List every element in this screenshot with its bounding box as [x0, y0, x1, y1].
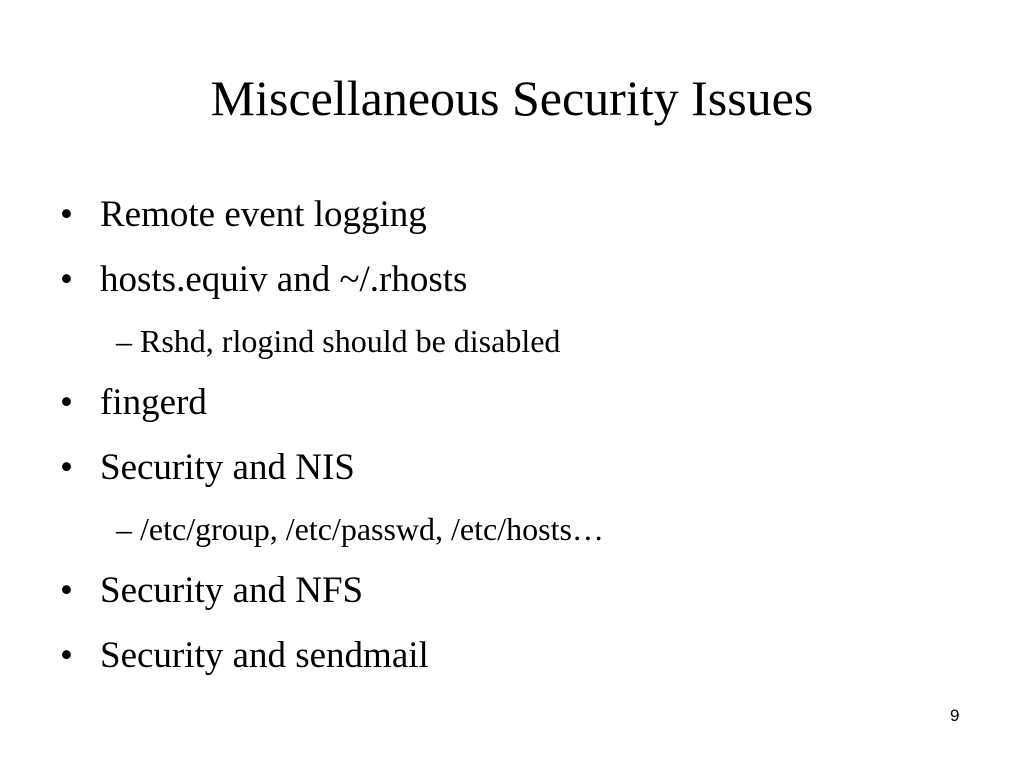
- bullet-marker: •: [60, 570, 73, 611]
- bullet-marker: •: [60, 447, 73, 488]
- slide-title: Miscellaneous Security Issues: [210, 70, 814, 126]
- bullet-marker: •: [60, 259, 73, 300]
- bullet-text: hosts.equiv and ~/.rhosts: [100, 259, 468, 300]
- bullet-marker: •: [60, 382, 73, 423]
- bullet-text: Security and sendmail: [100, 635, 429, 676]
- sub-bullet-item: – /etc/group, /etc/passwd, /etc/hosts…: [116, 511, 604, 547]
- bullet-marker: •: [60, 194, 73, 235]
- bullet-marker: •: [60, 635, 73, 676]
- sub-bullet-item: – Rshd, rlogind should be disabled: [116, 323, 561, 359]
- bullet-text: Remote event logging: [100, 194, 427, 235]
- page-number: 9: [950, 706, 960, 725]
- bullet-text: fingerd: [100, 382, 207, 423]
- bullet-text: Security and NFS: [100, 570, 364, 611]
- bullet-text: Security and NIS: [100, 447, 355, 488]
